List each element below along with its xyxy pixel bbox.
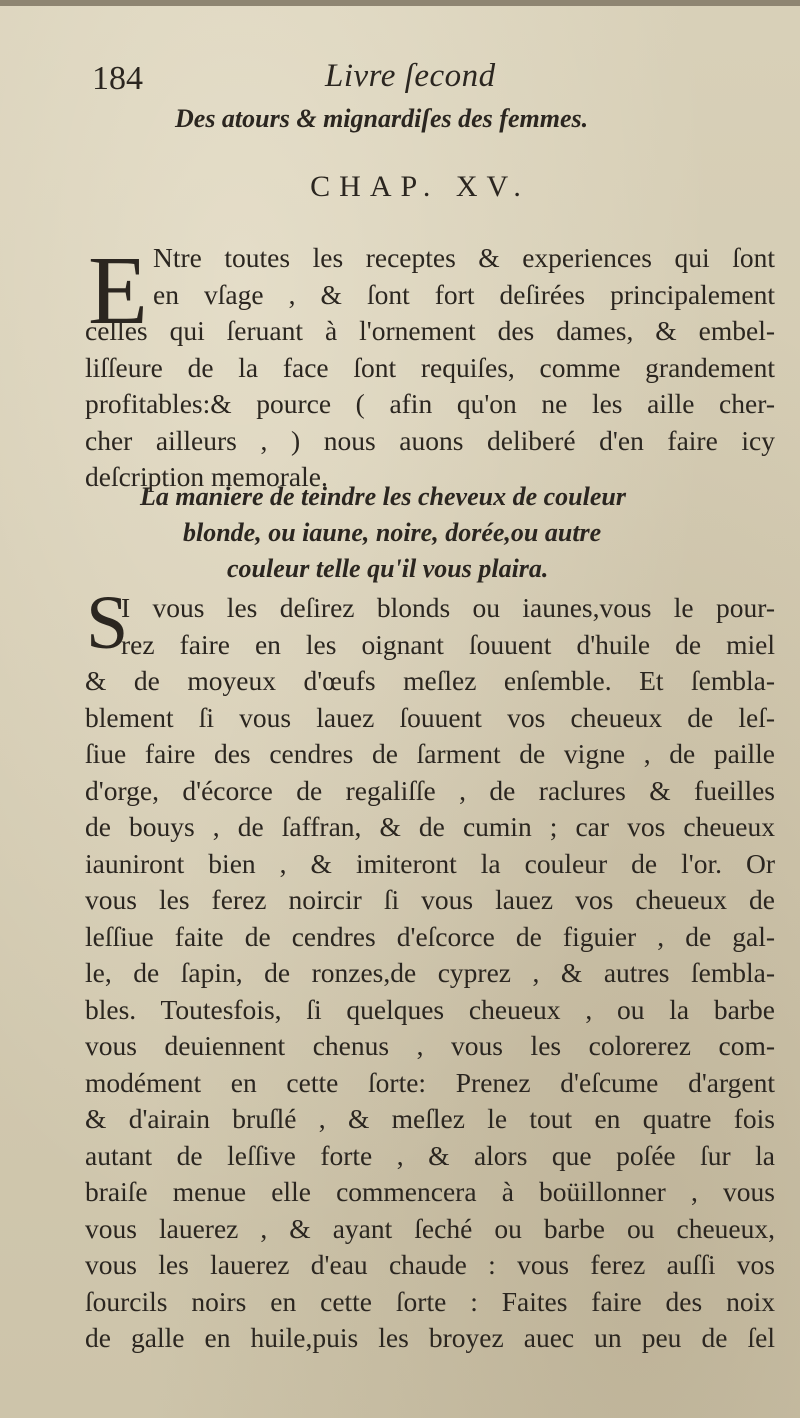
drop-cap-e: E [88, 237, 148, 345]
body-line: modément en cette ſorte: Prenez d'eſcume d'argent [85, 1066, 775, 1098]
body-line: I vous les deſirez blonds ou iaunes,vous le pour- [121, 592, 775, 623]
body-line: leſſiue faite de cendres d'eſcorce de figuier , de gal- [85, 920, 775, 952]
section-heading-line: couleur telle qu'il vous plaira. [227, 554, 549, 583]
body-line: ſourcils noirs en cette ſorte : Faites faire des noix [85, 1285, 775, 1317]
body-line: vous les lauerez d'eau chaude : vous ferez auſſi vos [85, 1249, 775, 1280]
intro-line: Ntre toutes les receptes & experiences qui ſont [153, 242, 775, 273]
intro-line: en vſage , & ſont fort deſirées principalement [153, 278, 775, 310]
body-line: blement ſi vous lauez ſouuent vos cheueux de leſ- [85, 701, 775, 733]
book-subtitle: Des atours & mignardiſes des femmes. [175, 104, 589, 133]
body-line: vous deuiennent chenus , vous les colorerez com- [85, 1030, 775, 1061]
body-line: autant de leſſive forte , & alors que poſée ſur la [85, 1139, 775, 1171]
page-number: 184 [92, 60, 143, 97]
running-title: Livre ſecond [325, 58, 496, 94]
body-line: de galle en huile,puis les broyez auec un peu de ſel [85, 1322, 775, 1353]
body-line: vous les ferez noircir ſi vous lauez vos cheueux de [85, 884, 775, 915]
page-top-edge [0, 0, 800, 6]
body-line: de bouys , de ſaffran, & de cumin ; car vos cheueux [85, 811, 775, 842]
intro-paragraph [85, 237, 775, 496]
body-line: ſiue faire des cendres de ſarment de vigne , de paille [85, 738, 775, 769]
body-line: bles. Toutesfois, ſi quelques cheueux , ou la barbe [85, 993, 775, 1025]
body-paragraph [85, 590, 775, 1357]
body-line: vous lauerez , & ayant ſeché ou barbe ou cheueux, [85, 1212, 775, 1244]
chapter-title: CHAP. XV. [310, 170, 530, 203]
body-line: rez faire en les oignant ſouuent d'huile de miel [121, 628, 775, 660]
intro-line: liſſeure de la face ſont requiſes, comme grandement [85, 351, 775, 383]
intro-line: deſcription memorale. [85, 461, 328, 492]
body-line: braiſe menue elle commencera à boüillonner , vous [85, 1176, 775, 1207]
intro-line: celles qui ſeruant à l'ornement des dames, & embel- [85, 315, 775, 346]
intro-line: profitables:& pource ( afin qu'on ne les aille cher- [85, 388, 775, 419]
section-heading-line: blonde, ou iaune, noire, dorée,ou autre [183, 518, 602, 547]
drop-cap-s: S [86, 581, 129, 665]
body-line: & de moyeux d'œufs meſlez enſemble. Et ſembla- [85, 665, 775, 696]
body-line: iauniront bien , & imiteront la couleur de l'or. Or [85, 847, 775, 879]
section-heading-line: La maniere de teindre les cheveux de couleur [140, 482, 626, 511]
body-line: & d'airain bruſlé , & meſlez le tout en quatre fois [85, 1103, 775, 1134]
body-line: d'orge, d'écorce de regaliſſe , de raclures & fueilles [85, 774, 775, 806]
body-line: le, de ſapin, de ronzes,de cyprez , & autres ſembla- [85, 957, 775, 988]
page-header [0, 58, 800, 108]
intro-line: cher ailleurs , ) nous auons deliberé d'en faire icy [85, 424, 775, 456]
